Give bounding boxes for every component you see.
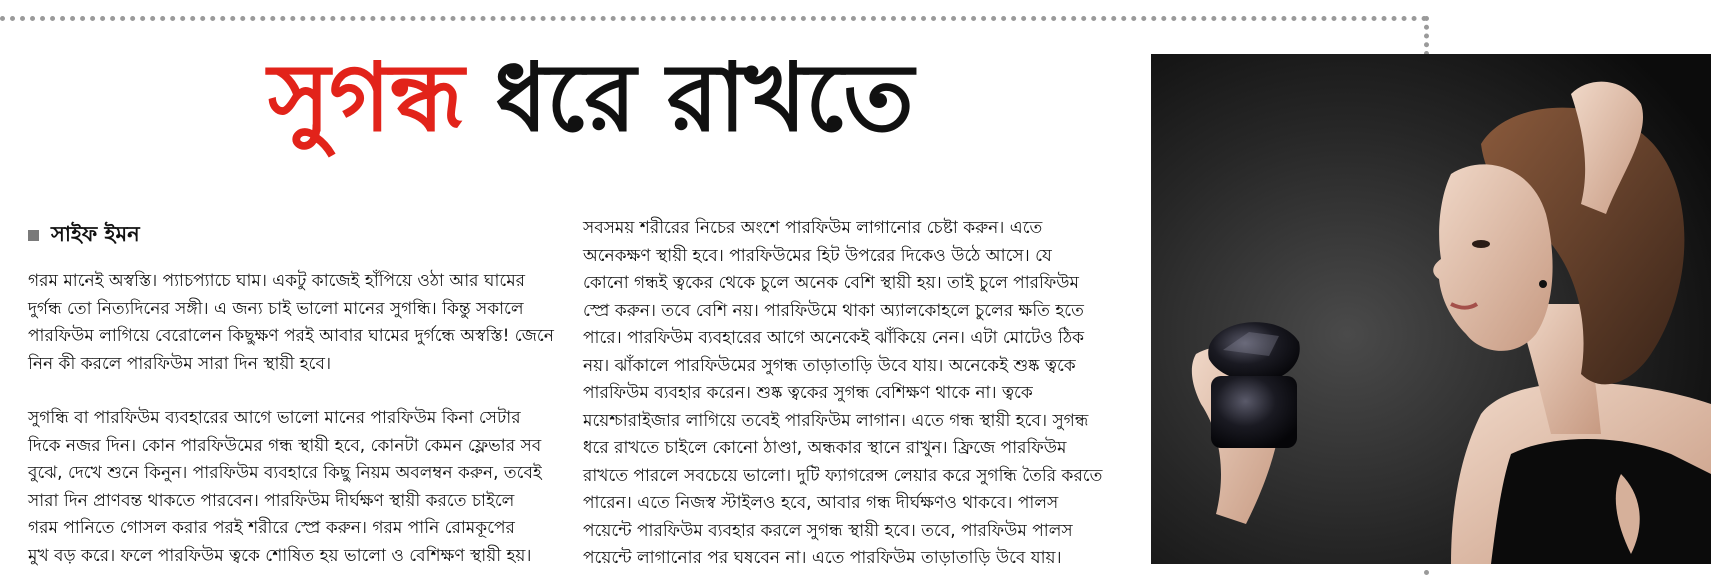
text-line: দিকে নজর দিন। কোন পারফিউমের গন্ধ স্থায়ী হবে, কোনটা কেমন ফ্লেভার সব [28, 435, 542, 456]
woman-with-perfume-illustration [1151, 54, 1711, 564]
byline [28, 218, 140, 253]
text-line: গরম পানিতে গোসল করার পরই শরীরে স্প্রে করুন। গরম পানি রোমকূপের [28, 518, 515, 538]
text-line: পারফিউম লাগিয়ে বেরোলেন কিছুক্ষণ পরই আবার ঘামের দুর্গন্ধে অস্বস্তি! জেনে [28, 326, 554, 346]
author-name: সাইফ ইমন [51, 222, 140, 246]
paragraph-gap [28, 378, 576, 405]
text-line: পয়েন্টে লাগানোর পর ঘষবেন না। এতে পারফিউম তাড়াতাড়ি উবে যায়। [583, 548, 1062, 568]
text-line: গরম মানেই অস্বস্তি। প্যাচপ্যাচে ঘাম। একটু কাজেই হাঁপিয়ে ওঠা আর ঘামের [28, 271, 525, 291]
text-line: মুখ বড় করে। ফলে পারফিউম ত্বকে শোষিত হয় ভালো ও বেশিক্ষণ স্থায়ী হয়। [28, 545, 532, 566]
article-photo [1151, 54, 1711, 564]
perfume-bottle [1211, 376, 1297, 448]
headline-main: ধরে রাখতে [494, 44, 913, 153]
byline-bullet-icon [28, 230, 39, 241]
article-column-left [28, 268, 576, 570]
text-line: পারফিউম ব্যবহার করেন। শুষ্ক ত্বকের সুগন্ধ বেশিক্ষণ থাকে না। ত্বকে [583, 383, 1033, 403]
article-column-right [583, 215, 1103, 573]
eye [1472, 240, 1490, 248]
text-line: ধরে রাখতে চাইলে কোনো ঠাণ্ডা, অন্ধকার স্থানে রাখুন। ফ্রিজে পারফিউম [583, 438, 1067, 458]
text-line: সবসময় শরীরের নিচের অংশে পারফিউম লাগানোর চেষ্টা করুন। এতে [583, 218, 1043, 238]
text-line: নিন কী করলে পারফিউম সারা দিন স্থায়ী হবে। [28, 353, 332, 374]
headline [268, 44, 913, 153]
text-line: সুগন্ধি বা পারফিউম ব্যবহারের আগে ভালো মানের পারফিউম কিনা সেটার [28, 408, 521, 428]
text-line: ময়েশ্চারাইজার লাগিয়ে তবেই পারফিউম লাগান। এতে গন্ধ স্থায়ী হবে। সুগন্ধ [583, 410, 1089, 431]
text-line: অনেকক্ষণ স্থায়ী হবে। পারফিউমের হিট উপরের দিকেও উঠে আসে। যে [583, 245, 1052, 266]
top-dotted-rule [0, 16, 1428, 21]
text-line: রাখতে পারলে সবচেয়ে ভালো। দুটি ফ্যাগরেন্স লেয়ার করে সুগন্ধি তৈরি করতে [583, 465, 1103, 486]
earring [1539, 280, 1547, 288]
black-dress [1491, 439, 1711, 564]
text-line: কোনো গন্ধই ত্বকের থেকে চুলে অনেক বেশি স্থায়ী হয়। তাই চুলে পারফিউম [583, 273, 1079, 293]
headline-accent: সুগন্ধ [268, 44, 464, 153]
right-dotted-rule [1424, 16, 1429, 56]
text-line: নয়। ঝাঁকালে পারফিউমের সুগন্ধ তাড়াতাড়ি উবে যায়। অনেকেই শুষ্ক ত্বকে [583, 355, 1076, 376]
text-line: সারা দিন প্রাণবন্ত থাকতে পারবেন। পারফিউম দীর্ঘক্ষণ স্থায়ী করতে চাইলে [28, 490, 515, 511]
text-line: দুর্গন্ধ তো নিত্যদিনের সঙ্গী। এ জন্য চাই ভালো মানের সুগন্ধি। কিন্তু সকালে [28, 298, 524, 319]
text-line: পারেন। এতে নিজস্ব স্টাইলও হবে, আবার গন্ধ দীর্ঘক্ষণও থাকবে। পালস [583, 493, 1059, 513]
text-line: স্প্রে করুন। তবে বেশি নয়। পারফিউমে থাকা অ্যালকোহলে চুলের ক্ষতি হতে [583, 300, 1084, 321]
text-line: পয়েন্টে পারফিউম ব্যবহার করলে সুগন্ধ স্থায়ী হবে। তবে, পারফিউম পালস [583, 520, 1073, 541]
bottom-dotted-rule [1424, 570, 1429, 579]
text-line: বুঝে, দেখে শুনে কিনুন। পারফিউম ব্যবহারে কিছু নিয়ম অবলম্বন করুন, তবেই [28, 463, 542, 483]
text-line: পারে। পারফিউম ব্যবহারের আগে অনেকেই ঝাঁকিয়ে নেন। এটা মোটেও ঠিক [583, 328, 1084, 348]
